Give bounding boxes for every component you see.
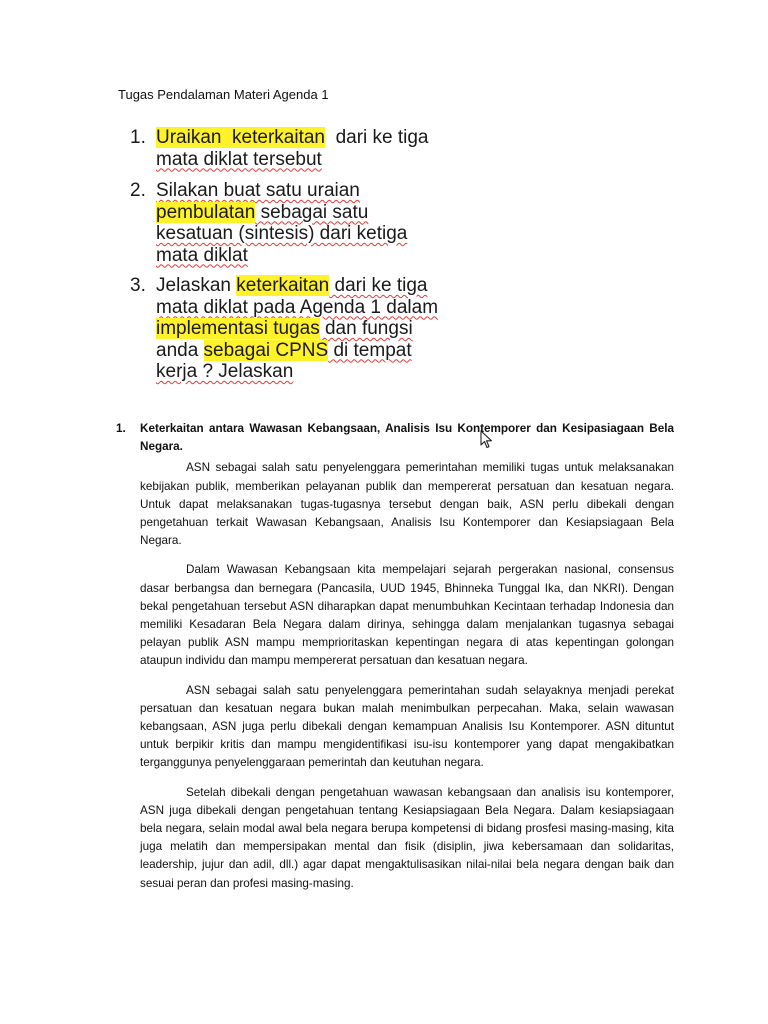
answer-section [116,420,674,904]
task-text: dari ke tiga [329,275,428,296]
answer-paragraph: ASN sebagai salah satu penyelenggara pemerintahan sudah selayaknya menjadi perekat persatuan dan kesatuan negara bukan malah menimbulkan perpecahan. Maka, selain wawasan kebangsaan, ASN juga perlu dibekali dengan kemampuan Analisis Isu Kontemporer. ASN dituntut untuk berpikir kritis dan mampu mengidentifikasi isu-isu kontemporer yang dapat mengakibatkan terganggunya penyelenggaraan pemerintah dan keutuhan negara. [140,683,674,770]
task-line: kesatuan (sintesis) dari ketiga [156,223,408,244]
highlight-gap [221,127,232,148]
answer-heading [116,420,674,456]
task-text: sebagai satu [255,201,369,223]
highlighted-text: keterkaitan [232,127,325,148]
task-item-3 [118,275,482,383]
task-line [156,202,482,224]
task-text: anda [156,339,204,361]
task-item-2 [118,180,482,266]
task-number: 1. [130,127,146,148]
task-line [156,340,482,362]
page-title: Tugas Pendalaman Materi Agenda 1 [118,87,329,102]
highlighted-text: sebagai CPNS [203,339,329,361]
answer-paragraph: ASN sebagai salah satu penyelenggara pemerintahan memiliki tugas untuk melaksanakan kebijakan publik, memberikan pelayanan publik dan mempererat persatuan dan kesatuan negara. Untuk dapat melaksanakan tugas-tugasnya tersebut dengan baik, ASN perlu dibekali dengan pengetahuan terkait Wawasan Kebangsaan, Analisis Isu Kontemporer dan Kesiapsiagaan Bela Negara. [140,461,674,548]
task-item-1 [118,127,482,170]
task-line: mata diklat [156,244,248,266]
task-text: di tempat [328,339,412,361]
task-text: Jelaskan [156,275,237,296]
highlighted-text: Uraikan [156,127,222,148]
task-number: 2. [130,180,146,201]
task-line: kerja ? Jelaskan [156,361,294,382]
highlighted-text: keterkaitan [236,275,330,296]
task-line [156,318,482,340]
task-line: mata diklat tersebut [156,148,322,170]
highlighted-text: implementasi tugas [156,318,320,339]
answer-paragraph: Setelah dibekali dengan pengetahuan wawasan kebangsaan dan analisis isu kontemporer, ASN juga dibekali dengan pengetahuan tentang Kesiapsiagaan Bela Negara. Dalam kesiapsiagaan bela negara, selain modal awal bela negara berupa kompetensi di bidang prosfesi masing-masing, kita juga melatih dan mempersipakan mental dan fisik (disiplin, jiwa kebersamaan dan solidaritas, leadership, jujur dan adil, dll.) agar dapat mengaktulisasikan nilai-nilai bela negara dengan baik dan sesuai peran dan profesi masing-masing. [140,785,674,890]
task-line [156,127,482,149]
answer-number: 1. [116,422,126,435]
task-line [156,275,482,297]
answer-paragraph: Dalam Wawasan Kebangsaan kita mempelajari sejarah pergerakan nasional, consensus dasar berbangsa dan bernegara (Pancasila, UUD 1945, Bhinneka Tunggal Ika, dan NKRI). Dengan bekal pengetahuan tersebut ASN diharapkan dapat menumbuhkan Kecintaan terhadap Indonesia dan memiliki Kesadaran Bela Negara dalam dirinya, sehingga dalam menjalankan tugasnya sebagai pelayan publik ASN mampu memprioritaskan kepentingan negara di atas kepentingan golongan ataupun individu dan mampu mempererat persatuan dan kesatuan negara. [140,563,674,668]
answer-heading-text: Keterkaitan antara Wawasan Kebangsaan, Analisis Isu Kontemporer dan Kesipasiagaan Bela Negara. [140,422,674,454]
task-line: Silakan buat satu uraian [156,180,360,201]
task-screenshot [118,114,482,400]
task-number: 3. [130,275,146,296]
highlighted-text: pembulatan [156,201,256,223]
task-text: dari ke tiga [335,127,429,148]
task-line: mata diklat pada Agenda 1 dalam [156,296,439,318]
task-text: dan fungsi [319,318,413,339]
